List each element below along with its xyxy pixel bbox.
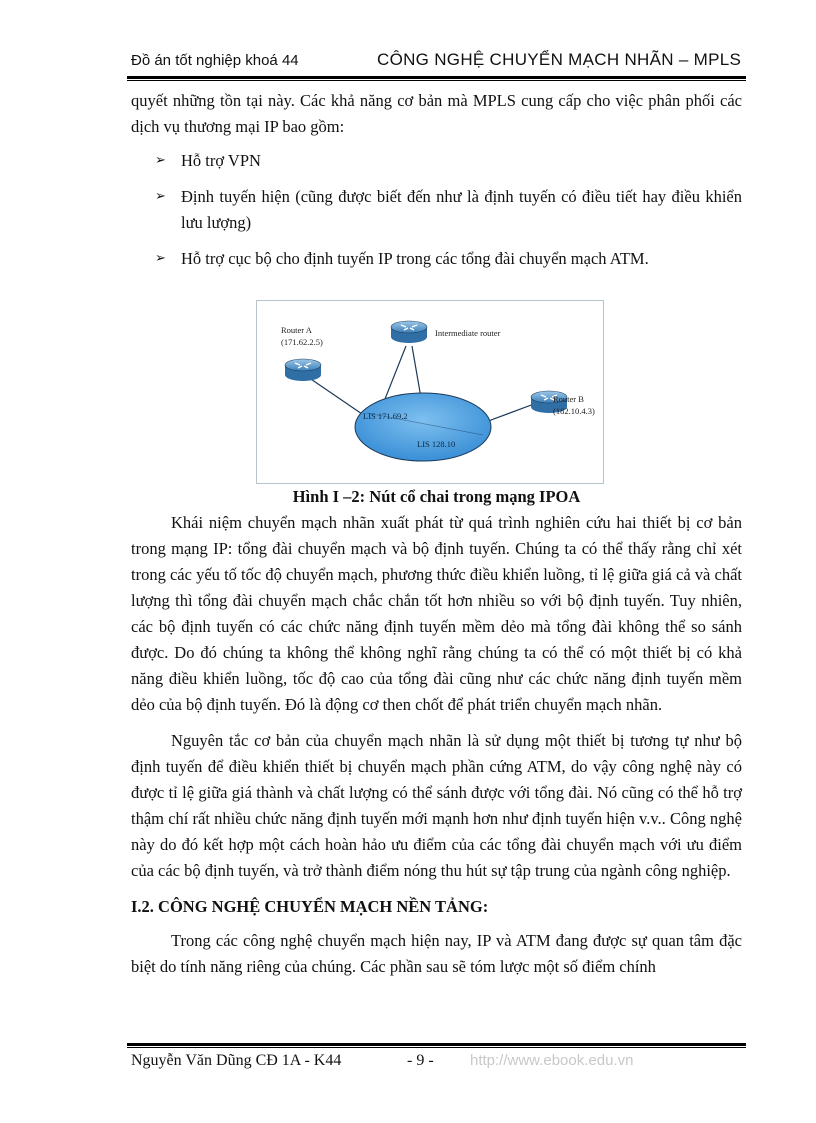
router-a-icon — [285, 359, 321, 381]
body-paragraph: Trong các công nghệ chuyển mạch hiện nay, IP và ATM đang được sự quan tâm đặc biệt do tính năng riêng của chúng. Các phần sau sẽ tóm lược một số điểm chính — [131, 931, 742, 976]
lis-cloud — [355, 393, 491, 461]
network-diagram — [257, 301, 603, 483]
section-heading: I.2. CÔNG NGHỆ CHUYỂN MẠCH NỀN TẢNG: — [131, 897, 489, 916]
router-a-label: Router A — [281, 325, 312, 335]
network-figure — [256, 300, 604, 484]
router-b-label: Router B — [553, 394, 584, 404]
intro-paragraph: quyết những tồn tại này. Các khả năng cơ bản mà MPLS cung cấp cho việc phân phối các dịch vụ thương mại IP bao gồm: — [131, 91, 742, 136]
body-paragraph: Nguyên tắc cơ bản của chuyển mạch nhãn là sử dụng một thiết bị tương tự như bộ định tuyến để điều khiển thiết bị chuyển mạch phần cứng ATM, do vậy công nghệ này có được tỉ lệ giữa giá thành và chất lượng có thể sánh được với tổng đài. Nó cũng có thể hỗ trợ thậm chí rất nhiều chức năng định tuyến mới mạnh hơn như định tuyến hiện v.v.. Công nghệ này do đó kết hợp một cách hoàn hảo ưu điểm của các tổng đài chuyển mạch với ưu điểm của các bộ định tuyến, và trở thành điểm nóng thu hút sự tập trung của ngành công nghiệp. — [131, 731, 742, 880]
router-a-ip: (171.62.2.5) — [281, 337, 323, 347]
footer-rule — [127, 1043, 746, 1046]
arrow-bullet-icon: ➢ — [155, 251, 166, 266]
body-paragraph: Khái niệm chuyển mạch nhãn xuất phát từ quá trình nghiên cứu hai thiết bị cơ bản trong mạng IP: tổng đài chuyển mạch và bộ định tuyến. Chúng ta có thể thấy rằng chỉ xét trong các yếu tố tốc độ chuyển mạch, phương thức điều khiển luồng, tỉ lệ giữa giá cả và chất lượng thì tổng đài chuyển mạch chắc chắn tốt hơn nhiều so với bộ định tuyến. Tuy nhiên, các bộ định tuyến có các chức năng định tuyến mềm dẻo mà tổng đài không thể so sánh được. Do đó chúng ta không thể không nghĩ rằng chúng ta có thể có một thiết bị có khả năng điều khiển luồng, tốc độ cao của tổng đài cũng như các chức năng định tuyến mềm dẻo của bộ định tuyến. Đó là động cơ then chốt để phát triển chuyển mạch nhãn. — [131, 513, 742, 714]
header-rule-thin — [127, 80, 746, 81]
header-rule — [127, 76, 746, 79]
bullet-list — [131, 148, 742, 272]
router-b-ip: (182.10.4.3) — [553, 406, 595, 416]
arrow-bullet-icon: ➢ — [155, 153, 166, 168]
header-left: Đồ án tốt nghiệp khoá 44 — [131, 52, 299, 69]
arrow-bullet-icon: ➢ — [155, 189, 166, 204]
link-intermediate-lis1 — [385, 346, 406, 399]
list-item: ➢ Định tuyến hiện (cũng được biết đến như là định tuyến có điều tiết hay điều khiển lưu lượng) — [131, 184, 742, 236]
lis1-label: LIS 171.69.2 — [363, 411, 408, 421]
figure-caption: Hình I –2: Nút cổ chai trong mạng IPOA — [292, 487, 581, 506]
intermediate-router-label: Intermediate router — [435, 328, 501, 338]
page-number: - 9 - — [407, 1052, 434, 1069]
intermediate-router-icon — [391, 321, 427, 343]
lis2-label: LIS 128.10 — [417, 439, 456, 449]
page-content — [131, 88, 742, 980]
list-item: ➢ Hỗ trợ cục bộ cho định tuyến IP trong các tổng đài chuyển mạch ATM. — [131, 246, 742, 272]
footer-author: Nguyễn Văn Dũng CĐ 1A - K44 — [131, 1052, 342, 1069]
list-item: ➢ Hỗ trợ VPN — [131, 148, 742, 174]
header-title: CÔNG NGHỆ CHUYỂN MẠCH NHÃN – MPLS — [377, 50, 742, 69]
watermark-url: http://www.ebook.edu.vn — [470, 1052, 634, 1069]
footer-rule-thin — [127, 1047, 746, 1048]
